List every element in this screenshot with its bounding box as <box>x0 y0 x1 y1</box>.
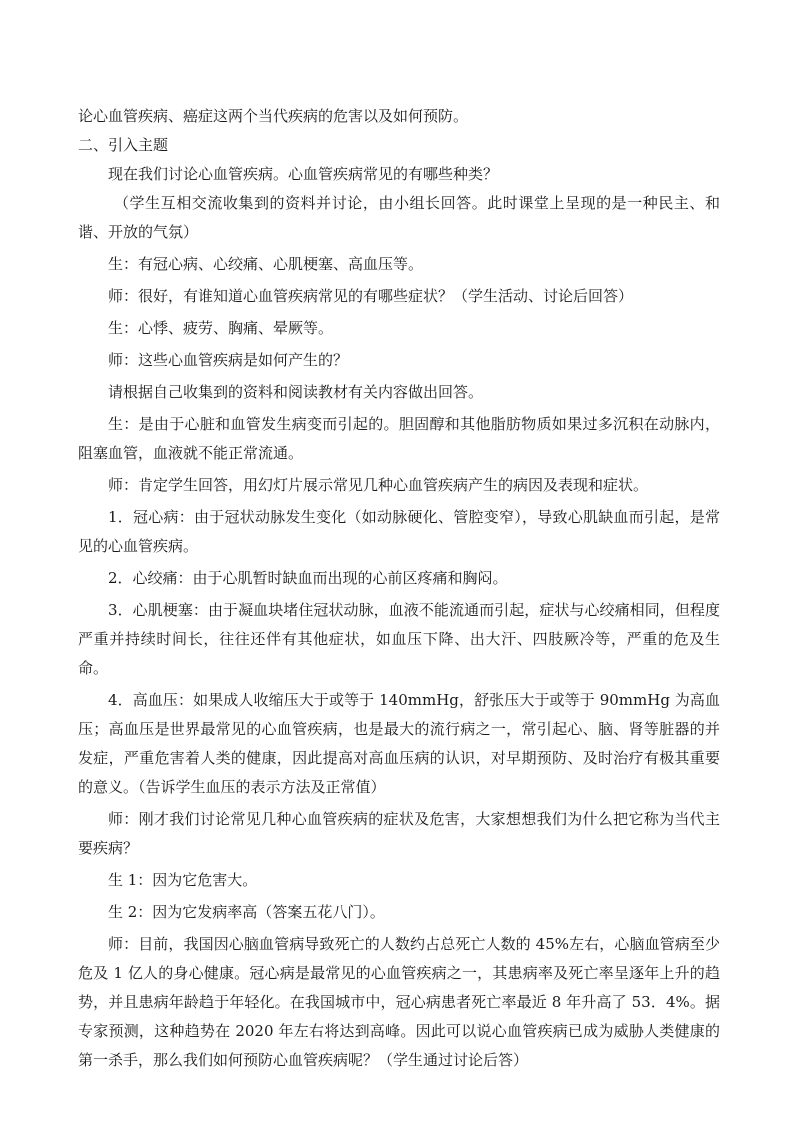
student-answer: 生：有冠心病、心绞痛、心肌梗塞、高血压等。 <box>108 255 424 273</box>
teacher-remark: 师：目前，我国因心脑血管病导致死亡的人数约占总死亡人数的 45%左右，心脑血管病至少危及 1 亿人的身心健康。冠心病是最常见的心血管疾病之一，其患病率及死亡率呈逐年上升的趋势，并且患病年龄趋于年轻化。在我国城市中，冠心病患者死亡率最近 8 年升高了 53．4%。据专家预测，这种趋势在 2020 年左右将达到高峰。因此可以说心血管疾病已成为威胁人类健康的第一杀手，那么我们如何预防心血管疾病呢？（学生通过讨论后答） <box>78 935 720 1069</box>
section-heading: 二、引入主题 <box>78 136 169 154</box>
list-item-infarction: 3．心肌梗塞：由于凝血块堵住冠状动脉，血液不能流通而引起，症状与心绞痛相同，但程度严重并持续时间长，往往还伴有其他症状，如血压下降、出大汗、四肢厥冷等，严重的危及生命。 <box>78 601 720 677</box>
teacher-question: 师：很好，有谁知道心血管疾病常见的有哪些症状？（学生活动、讨论后回答） <box>108 287 634 305</box>
teacher-question: 师：刚才我们讨论常见几种心血管疾病的症状及危害，大家想想我们为什么把它称为当代主要疾病？ <box>78 810 720 857</box>
intro-continuation: 论心血管疾病、癌症这两个当代疾病的危害以及如何预防。 <box>78 107 469 125</box>
list-item-angina: 2．心绞痛：由于心肌暂时缺血而出现的心前区疼痛和胸闷。 <box>108 569 508 587</box>
student-answer: 生 1：因为它危害大。 <box>108 871 258 889</box>
teacher-question: 师：这些心血管疾病是如何产生的？ <box>108 351 349 369</box>
student-answer: 生：心悸、疲劳、胸痛、晕厥等。 <box>108 319 334 337</box>
instruction: 请根据自己收集到的资料和阅读教材有关内容做出回答。 <box>108 383 484 401</box>
list-item-hypertension: 4．高血压：如果成人收缩压大于或等于 140mmHg，舒张压大于或等于 90mmHg 为高血压；高血压是世界最常见的心血管疾病，也是最大的流行病之一，常引起心、脑、肾等脏器的并发症，严重危害着人类的健康，因此提高对高血压病的认识，对早期预防、及时治疗有极其重要的意义。（告诉学生血压的表示方法及正常值） <box>78 691 720 796</box>
teacher-remark: 师：肯定学生回答，用幻灯片展示常见几种心血管疾病产生的病因及表现和症状。 <box>108 476 649 494</box>
student-answer: 生 2：因为它发病率高（答案五花八门）。 <box>108 903 385 921</box>
page-body <box>78 102 720 1075</box>
classroom-note: （学生互相交流收集到的资料并讨论，由小组长回答。此时课堂上呈现的是一种民主、和谐、开放的气氛） <box>78 194 720 241</box>
student-answer: 生：是由于心脏和血管发生病变而引起的。胆固醇和其他脂肪物质如果过多沉积在动脉内，阻塞血管，血液就不能正常流通。 <box>78 415 720 462</box>
list-item-coronary: 1．冠心病：由于冠状动脉发生变化（如动脉硬化、管腔变窄），导致心肌缺血而引起，是常见的心血管疾病。 <box>78 508 720 555</box>
teacher-question: 现在我们讨论心血管疾病。心血管疾病常见的有哪些种类？ <box>108 165 499 183</box>
